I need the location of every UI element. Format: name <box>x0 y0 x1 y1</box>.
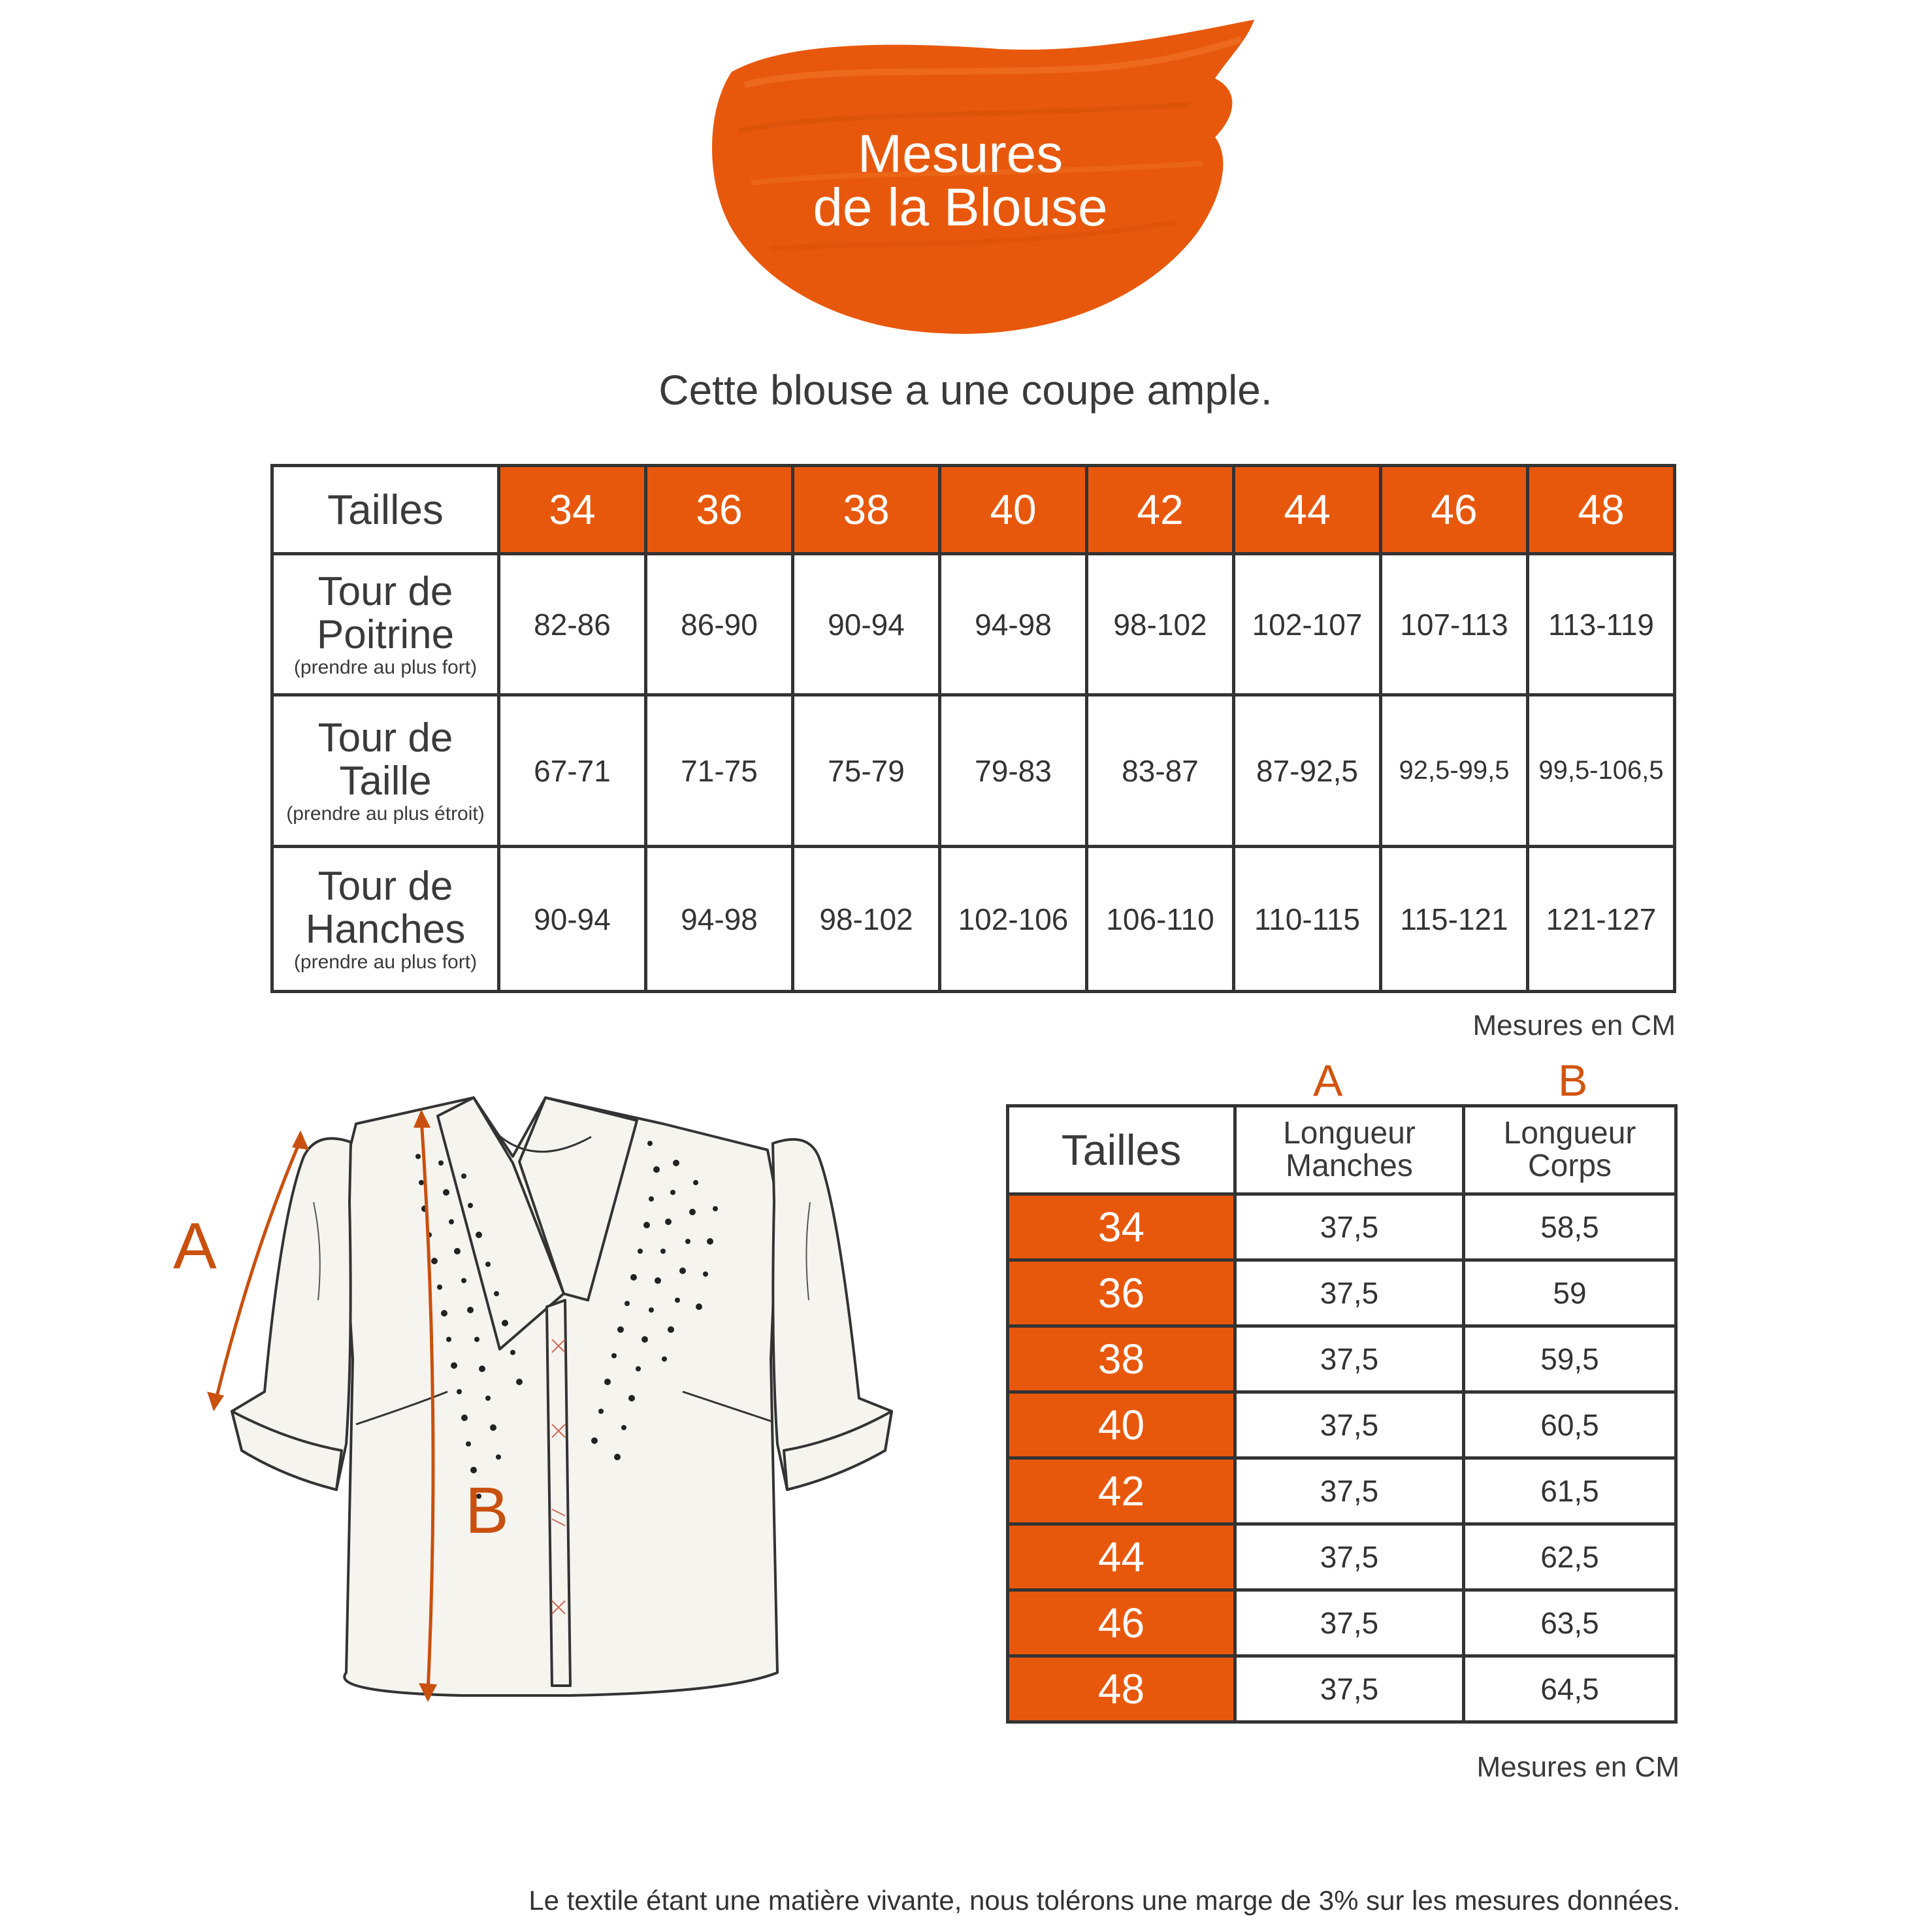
size-header: 48 <box>1528 466 1675 554</box>
size-header: 42 <box>1087 466 1234 554</box>
title-line-1: Mesures <box>857 124 1063 184</box>
size-cell: 42 <box>1008 1458 1235 1524</box>
size-header: 40 <box>940 466 1087 554</box>
table-cell: 94-98 <box>646 847 793 992</box>
table-cell: 37,5 <box>1235 1194 1464 1260</box>
table-cell: 63,5 <box>1464 1590 1676 1656</box>
row-label-line2: Hanches <box>305 906 466 952</box>
table-header-row <box>1008 1106 1676 1194</box>
table-cell: 110-115 <box>1234 847 1381 992</box>
table-cell: 98-102 <box>1087 554 1234 695</box>
table-row <box>1008 1524 1676 1590</box>
table-cell: 115-121 <box>1381 847 1528 992</box>
diagram-label-b: B <box>465 1474 509 1547</box>
table-row <box>1008 1392 1676 1458</box>
header-line2: Corps <box>1527 1149 1612 1183</box>
table-cell: 64,5 <box>1464 1656 1676 1722</box>
header-line1: Longueur <box>1283 1116 1416 1151</box>
column-letter-a: A <box>1313 1056 1343 1105</box>
table-cell: 99,5-106,5 <box>1528 695 1675 847</box>
tolerance-note: Le textile étant une matière vivante, nous tolérons une marge de 3% sur les mesures données. <box>528 1885 1680 1916</box>
subtitle: Cette blouse a une coupe ample. <box>658 367 1273 414</box>
row-label-line1: Tour de <box>317 863 453 909</box>
table-cell: 59 <box>1464 1260 1676 1326</box>
size-cell: 38 <box>1008 1326 1235 1392</box>
table-cell: 37,5 <box>1235 1392 1464 1458</box>
table-cell: 37,5 <box>1235 1656 1464 1722</box>
table-cell: 86-90 <box>646 554 793 695</box>
table-cell: 98-102 <box>793 847 940 992</box>
size-header: 34 <box>499 466 646 554</box>
table-cell: 67-71 <box>499 695 646 847</box>
row-label-line1: Tour de <box>317 568 453 614</box>
header-longueur-corps <box>1464 1106 1676 1194</box>
table-cell: 107-113 <box>1381 554 1528 695</box>
table-cell: 71-75 <box>646 695 793 847</box>
blouse-diagram <box>167 1085 924 1725</box>
row-label <box>272 695 499 847</box>
table-cell: 37,5 <box>1235 1590 1464 1656</box>
table-cell: 90-94 <box>793 554 940 695</box>
table-row <box>272 554 1675 695</box>
size-header: 36 <box>646 466 793 554</box>
table-cell: 90-94 <box>499 847 646 992</box>
size-cell: 44 <box>1008 1524 1235 1590</box>
garment-lengths-table <box>1006 1104 1678 1724</box>
header-tailles: Tailles <box>272 466 499 554</box>
row-label-line1: Tour de <box>317 715 453 761</box>
row-label-note: (prendre au plus fort) <box>293 656 478 678</box>
size-cell: 34 <box>1008 1194 1235 1260</box>
title-line-2: de la Blouse <box>813 178 1108 237</box>
table-row <box>1008 1590 1676 1656</box>
table-cell: 92,5-99,5 <box>1381 695 1528 847</box>
table-cell: 37,5 <box>1235 1260 1464 1326</box>
header-line1: Longueur <box>1503 1116 1636 1151</box>
column-letter-b: B <box>1558 1056 1588 1105</box>
table-cell: 60,5 <box>1464 1392 1676 1458</box>
row-label <box>272 847 499 992</box>
table-cell: 79-83 <box>940 695 1087 847</box>
size-cell: 40 <box>1008 1392 1235 1458</box>
header-line2: Manches <box>1286 1149 1413 1183</box>
table-row <box>272 695 1675 847</box>
size-cell: 46 <box>1008 1590 1235 1656</box>
table-cell: 75-79 <box>793 695 940 847</box>
table-cell: 121-127 <box>1528 847 1675 992</box>
table-cell: 113-119 <box>1528 554 1675 695</box>
row-label <box>272 554 499 695</box>
unit-note: Mesures en CM <box>1476 1751 1679 1783</box>
table-row <box>272 847 1675 992</box>
diagram-label-a: A <box>173 1209 217 1283</box>
row-label-note: (prendre au plus fort) <box>293 951 478 973</box>
table-cell: 87-92,5 <box>1234 695 1381 847</box>
table-row <box>1008 1194 1676 1260</box>
table-cell: 62,5 <box>1464 1524 1676 1590</box>
table-row <box>1008 1458 1676 1524</box>
table-cell: 37,5 <box>1235 1326 1464 1392</box>
table-cell: 61,5 <box>1464 1458 1676 1524</box>
size-header: 44 <box>1234 466 1381 554</box>
size-cell: 48 <box>1008 1656 1235 1722</box>
table-cell: 37,5 <box>1235 1524 1464 1590</box>
table-row <box>1008 1326 1676 1392</box>
table-cell: 37,5 <box>1235 1458 1464 1524</box>
table-row <box>1008 1656 1676 1722</box>
table-header-row <box>272 466 1675 554</box>
table-cell: 102-106 <box>940 847 1087 992</box>
table-cell: 58,5 <box>1464 1194 1676 1260</box>
unit-note: Mesures en CM <box>1472 1009 1676 1041</box>
table-cell: 59,5 <box>1464 1326 1676 1392</box>
table-cell: 83-87 <box>1087 695 1234 847</box>
table-cell: 94-98 <box>940 554 1087 695</box>
body-measurements-table <box>270 464 1676 993</box>
table-row <box>1008 1260 1676 1326</box>
row-label-note: (prendre au plus étroit) <box>286 802 485 825</box>
page-title <box>732 124 1189 237</box>
header-longueur-manches <box>1235 1106 1464 1194</box>
row-label-line2: Poitrine <box>316 612 455 657</box>
header-tailles: Tailles <box>1008 1106 1235 1194</box>
size-header: 46 <box>1381 466 1528 554</box>
table-cell: 106-110 <box>1087 847 1234 992</box>
table-cell: 102-107 <box>1234 554 1381 695</box>
size-cell: 36 <box>1008 1260 1235 1326</box>
table-cell: 82-86 <box>499 554 646 695</box>
size-header: 38 <box>793 466 940 554</box>
row-label-line2: Taille <box>339 758 432 804</box>
